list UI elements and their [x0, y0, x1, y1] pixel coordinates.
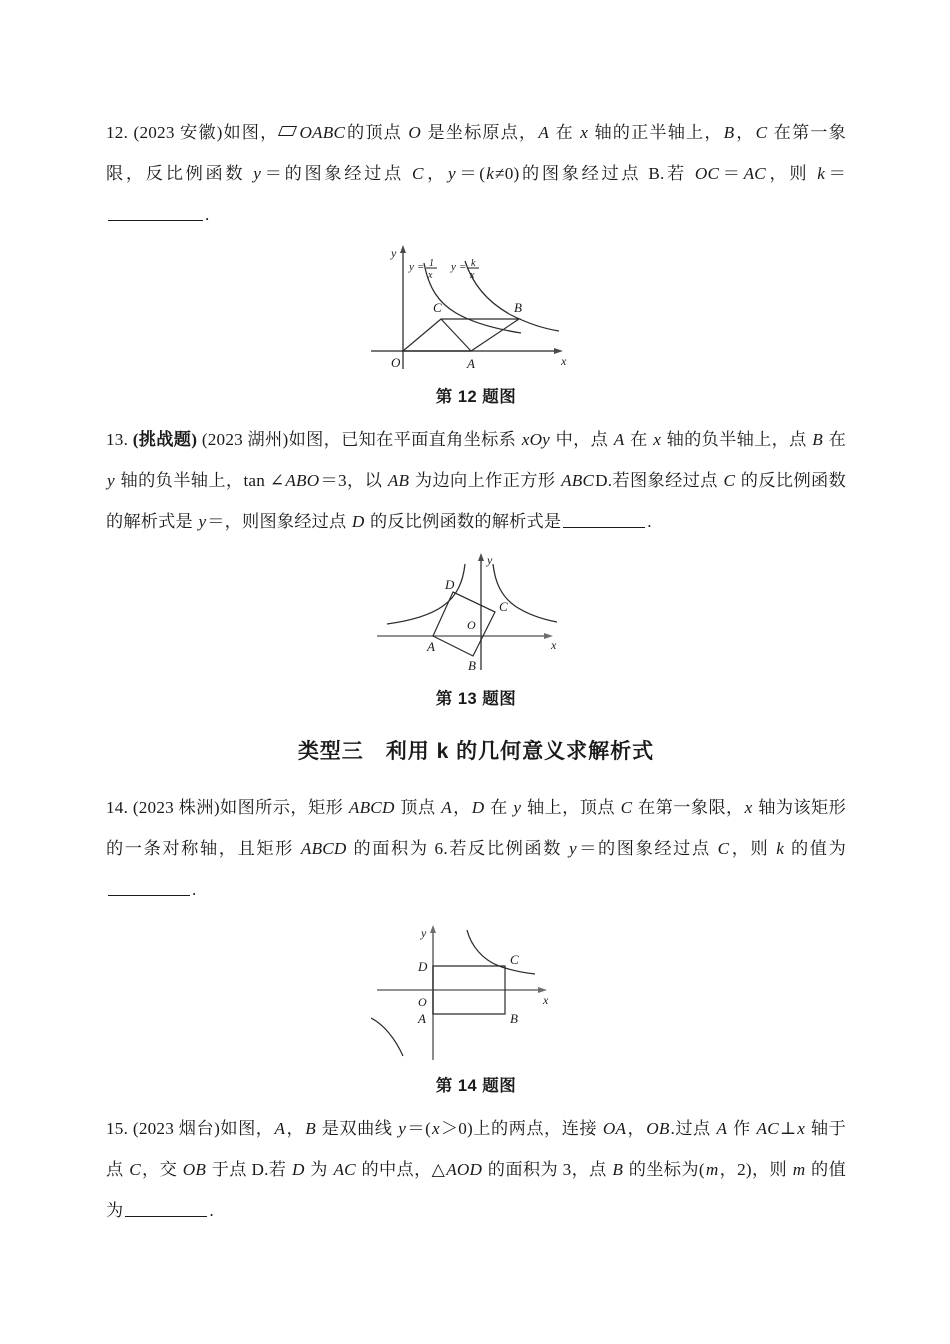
- fig13-label-c: C: [499, 599, 508, 614]
- figure-12-diagram: [361, 241, 591, 376]
- question-12-number: 12.: [106, 123, 129, 142]
- fig14-label-x-axis: x: [543, 993, 549, 1007]
- question-12-text-f: ，: [735, 123, 755, 142]
- svg-text:=: =: [459, 261, 467, 273]
- fig12-label-a: A: [467, 356, 475, 371]
- question-14-var-x: x: [744, 798, 753, 817]
- question-12-text-d: 在: [550, 123, 580, 142]
- question-14-source: (2023 株洲): [132, 798, 220, 817]
- question-13-coord-sys: xOy: [521, 430, 551, 449]
- fig14-curve-quadrant-1: [467, 930, 535, 974]
- question-14-text-j: ，则: [730, 839, 776, 858]
- figure-14-diagram: [371, 920, 581, 1065]
- question-12-eq3: ＝: [720, 164, 743, 183]
- question-13-text-h: 为边向上作正方形: [410, 471, 561, 490]
- fig12-label-b: B: [514, 300, 522, 315]
- question-13-angle-abo: ABO: [285, 471, 320, 490]
- question-15-text-j: ，交: [141, 1160, 182, 1179]
- question-13-text-l: 的反比例函数的解析式是: [365, 512, 562, 531]
- question-15-text-q: 的值为: [106, 1160, 846, 1220]
- question-15-tri-aod: AOD: [446, 1160, 483, 1179]
- fig13-edge-dc: [453, 592, 495, 612]
- fig14-label-d: D: [418, 959, 428, 974]
- fig14-label-y-axis: y: [421, 926, 427, 940]
- svg-text:x: x: [428, 270, 433, 281]
- figure-14-caption: 第 14 题图: [435, 1077, 517, 1095]
- page-content: [106, 112, 846, 1231]
- question-14-var-c2: C: [717, 839, 730, 858]
- question-13-text-c: 在: [625, 430, 653, 449]
- question-13-text-d: 轴的负半轴上，点: [662, 430, 812, 449]
- question-14-text-g: 轴为该矩形的一条对称轴，且矩形: [106, 798, 847, 858]
- question-13-square-abc: ABC: [561, 471, 595, 490]
- question-14-var-y2: y: [568, 839, 577, 858]
- fig12-diagonal-ca: [441, 319, 471, 351]
- figure-13-caption: 第 13 题图: [435, 690, 517, 708]
- question-15-var-a2: A: [716, 1119, 728, 1138]
- question-15-text-f: ，: [627, 1119, 646, 1138]
- figure-14-wrapper: [106, 920, 846, 1070]
- fig12-curve-inverse-k: [465, 261, 559, 331]
- question-15-text-g: .过点: [670, 1119, 716, 1138]
- question-12-var-y2: y: [448, 164, 456, 183]
- question-12-text-j: ≠0)的图象经过点 B.若: [495, 164, 694, 183]
- question-12-eq4: ＝: [826, 164, 847, 183]
- fig12-parallelogram-oabc: [403, 319, 519, 351]
- question-13-var-y: y: [107, 471, 115, 490]
- question-15-perp: ⊥: [779, 1119, 797, 1138]
- question-12-var-c2: C: [411, 164, 424, 183]
- fig13-y-arrow-icon: [478, 553, 484, 561]
- question-14: [106, 787, 846, 910]
- fig13-label-a: A: [427, 639, 435, 654]
- fig12-label-y-axis: y: [391, 246, 397, 260]
- question-15-var-m2: m: [792, 1160, 806, 1179]
- fig14-label-b: B: [510, 1011, 518, 1026]
- question-13-var-b: B: [812, 430, 823, 449]
- question-13-source: (2023 湖州): [201, 430, 289, 449]
- question-13-text-j: 的反比例函数的解析式是: [106, 471, 846, 531]
- svg-text:y: y: [409, 261, 414, 273]
- question-12-var-k: k: [486, 164, 495, 183]
- question-15: [106, 1108, 846, 1231]
- question-14-rect-abcd-2: ABCD: [300, 839, 347, 858]
- question-15-text-a: 如图，: [220, 1119, 274, 1138]
- question-12-var-a: A: [538, 123, 550, 142]
- figure-13-wrapper: [106, 548, 846, 681]
- question-13-period: .: [647, 512, 652, 531]
- fig14-curve-quadrant-3: [371, 1018, 403, 1056]
- question-15-seg-ac: AC: [756, 1119, 779, 1138]
- fig13-curve-left-branch: [387, 564, 465, 624]
- question-12-text-b: 的顶点: [346, 123, 408, 142]
- question-13-text-i: D.若图象经过点: [595, 471, 723, 490]
- question-12-seg-oc: OC: [694, 164, 720, 183]
- question-12-var-b: B: [723, 123, 735, 142]
- question-15-text-n: 的面积为 3，点: [483, 1160, 612, 1179]
- question-14-number: 14.: [106, 798, 129, 817]
- question-14-text-i: ＝的图象经过点: [577, 839, 717, 858]
- question-12-var-y1: y: [253, 164, 262, 183]
- figure-12-caption: 第 12 题图: [435, 388, 517, 406]
- question-12-var-o: O: [408, 123, 422, 142]
- question-12-text-c: 是坐标原点，: [422, 123, 538, 142]
- question-12-source: (2023 安徽): [133, 123, 223, 142]
- question-12-text-g: 在第一象限，反比例函数: [106, 123, 846, 183]
- question-15-var-b: B: [305, 1119, 316, 1138]
- question-14-text-a: 如图所示，矩形: [219, 798, 348, 817]
- fig12-label-origin: O: [391, 355, 401, 370]
- figure-13-diagram: [371, 548, 581, 676]
- question-15-number: 15.: [106, 1119, 129, 1138]
- svg-text:x: x: [470, 270, 475, 281]
- question-13-tag: (挑战题): [132, 430, 198, 449]
- question-12-eq1: ＝: [262, 164, 285, 183]
- question-15-var-x2: x: [797, 1119, 806, 1138]
- question-15-text-c: 是双曲线: [316, 1119, 398, 1138]
- fig13-label-b: B: [468, 658, 476, 673]
- fig14-label-c: C: [510, 952, 519, 967]
- question-14-var-k: k: [776, 839, 785, 858]
- question-15-seg-ac2: AC: [333, 1160, 356, 1179]
- question-13-text-k: ＝，则图象经过点: [207, 512, 351, 531]
- question-15-text-h: 作: [728, 1119, 756, 1138]
- svg-text:1: 1: [429, 258, 434, 269]
- question-13-var-y2: y: [198, 512, 207, 531]
- question-15-seg-oa: OA: [602, 1119, 627, 1138]
- question-12-seg-ac: AC: [743, 164, 766, 183]
- question-14-var-d: D: [471, 798, 485, 817]
- question-12-eq2: ＝(: [456, 164, 486, 183]
- question-15-var-d: D: [291, 1160, 305, 1179]
- fig13-square-abcd: [433, 592, 495, 656]
- fig13-label-origin: O: [467, 618, 476, 632]
- question-15-text-d: ＝(: [407, 1119, 432, 1138]
- question-14-text-d: 在: [485, 798, 513, 817]
- question-13-var-c: C: [723, 471, 736, 490]
- svg-text:k: k: [471, 258, 476, 269]
- question-12-text-e: 轴的正半轴上，: [589, 123, 723, 142]
- fig12-curve-label-2: [450, 258, 479, 281]
- question-12-text-k: ，则: [766, 164, 817, 183]
- question-12-var-c: C: [755, 123, 768, 142]
- question-14-period: .: [192, 880, 197, 899]
- question-15-text-m: 的中点，△: [356, 1160, 446, 1179]
- parallelogram-symbol-icon: [278, 126, 297, 136]
- svg-text:y: y: [451, 261, 456, 273]
- question-14-var-c: C: [620, 798, 633, 817]
- question-12-text-h: 的图象经过点: [284, 164, 411, 183]
- question-15-source: (2023 烟台): [132, 1119, 221, 1138]
- question-15-seg-ob: OB: [646, 1119, 670, 1138]
- question-15-text-o: 的坐标为(: [624, 1160, 705, 1179]
- question-15-text-e: ＞0)上的两点，连接: [440, 1119, 602, 1138]
- question-15-text-i: 轴于点: [106, 1119, 847, 1179]
- question-14-answer-blank[interactable]: [108, 881, 190, 896]
- question-14-text-e: 轴上，顶点: [522, 798, 620, 817]
- question-13-text-f: 轴的负半轴上，tan ∠: [115, 471, 285, 490]
- question-15-var-b2: B: [612, 1160, 624, 1179]
- question-12-text-a: 如图，: [222, 123, 279, 142]
- fig13-label-d: D: [445, 577, 455, 592]
- question-13-text-a: 如图，已知在平面直角坐标系: [288, 430, 521, 449]
- question-15-var-x: x: [432, 1119, 440, 1138]
- question-15-text-l: 为: [305, 1160, 333, 1179]
- fig12-curve-label-1: [408, 258, 437, 281]
- question-14-rect-abcd: ABCD: [348, 798, 395, 817]
- question-15-text-k: 于点 D.若: [207, 1160, 291, 1179]
- question-12-text-i: ，: [424, 164, 448, 183]
- question-15-answer-blank[interactable]: [125, 1202, 207, 1217]
- question-14-text-c: ，: [452, 798, 471, 817]
- question-12-oabc: OABC: [299, 123, 346, 142]
- fig14-label-a: A: [418, 1011, 426, 1026]
- svg-text:=: =: [417, 261, 425, 273]
- question-14-text-h: 的面积为 6.若反比例函数: [347, 839, 568, 858]
- fig12-label-x-axis: x: [561, 354, 567, 368]
- question-15-var-m: m: [705, 1160, 719, 1179]
- question-15-seg-ob2: OB: [182, 1160, 207, 1179]
- question-14-var-y: y: [513, 798, 522, 817]
- question-12-var-x: x: [580, 123, 589, 142]
- question-13-text-b: 中，点: [551, 430, 613, 449]
- fig14-label-origin: O: [418, 995, 427, 1009]
- question-13-var-d: D: [351, 512, 365, 531]
- question-13-text-g: ＝3，以: [320, 471, 387, 490]
- question-15-var-a: A: [274, 1119, 286, 1138]
- question-15-text-p: ，2)，则: [719, 1160, 792, 1179]
- question-12-period: .: [205, 205, 210, 224]
- fig12-y-arrow-icon: [400, 245, 406, 253]
- fig12-label-c: C: [433, 300, 442, 315]
- question-12-answer-blank[interactable]: [108, 206, 203, 221]
- question-13-var-x: x: [653, 430, 662, 449]
- question-12-var-k2: k: [817, 164, 826, 183]
- question-13-text-e: 在: [823, 430, 846, 449]
- question-15-period: .: [209, 1201, 214, 1220]
- question-13-seg-ab: AB: [387, 471, 410, 490]
- question-14-text-f: 在第一象限，: [633, 798, 744, 817]
- question-13-var-a: A: [613, 430, 625, 449]
- question-15-text-b: ，: [286, 1119, 305, 1138]
- question-13: [106, 419, 846, 542]
- question-15-var-c: C: [129, 1160, 141, 1179]
- question-14-text-k: 的值为: [785, 839, 846, 858]
- question-12: [106, 112, 846, 235]
- fig13-label-y-axis: y: [487, 553, 493, 567]
- question-14-var-a: A: [441, 798, 452, 817]
- section-heading: 类型三 利用 k 的几何意义求解析式: [297, 740, 655, 763]
- question-13-answer-blank[interactable]: [563, 513, 645, 528]
- question-13-number: 13.: [106, 430, 129, 449]
- question-15-var-y: y: [398, 1119, 407, 1138]
- fig14-y-arrow-icon: [430, 925, 436, 933]
- figure-12-wrapper: [106, 241, 846, 381]
- fig13-label-x-axis: x: [551, 638, 557, 652]
- question-14-text-b: 顶点: [395, 798, 441, 817]
